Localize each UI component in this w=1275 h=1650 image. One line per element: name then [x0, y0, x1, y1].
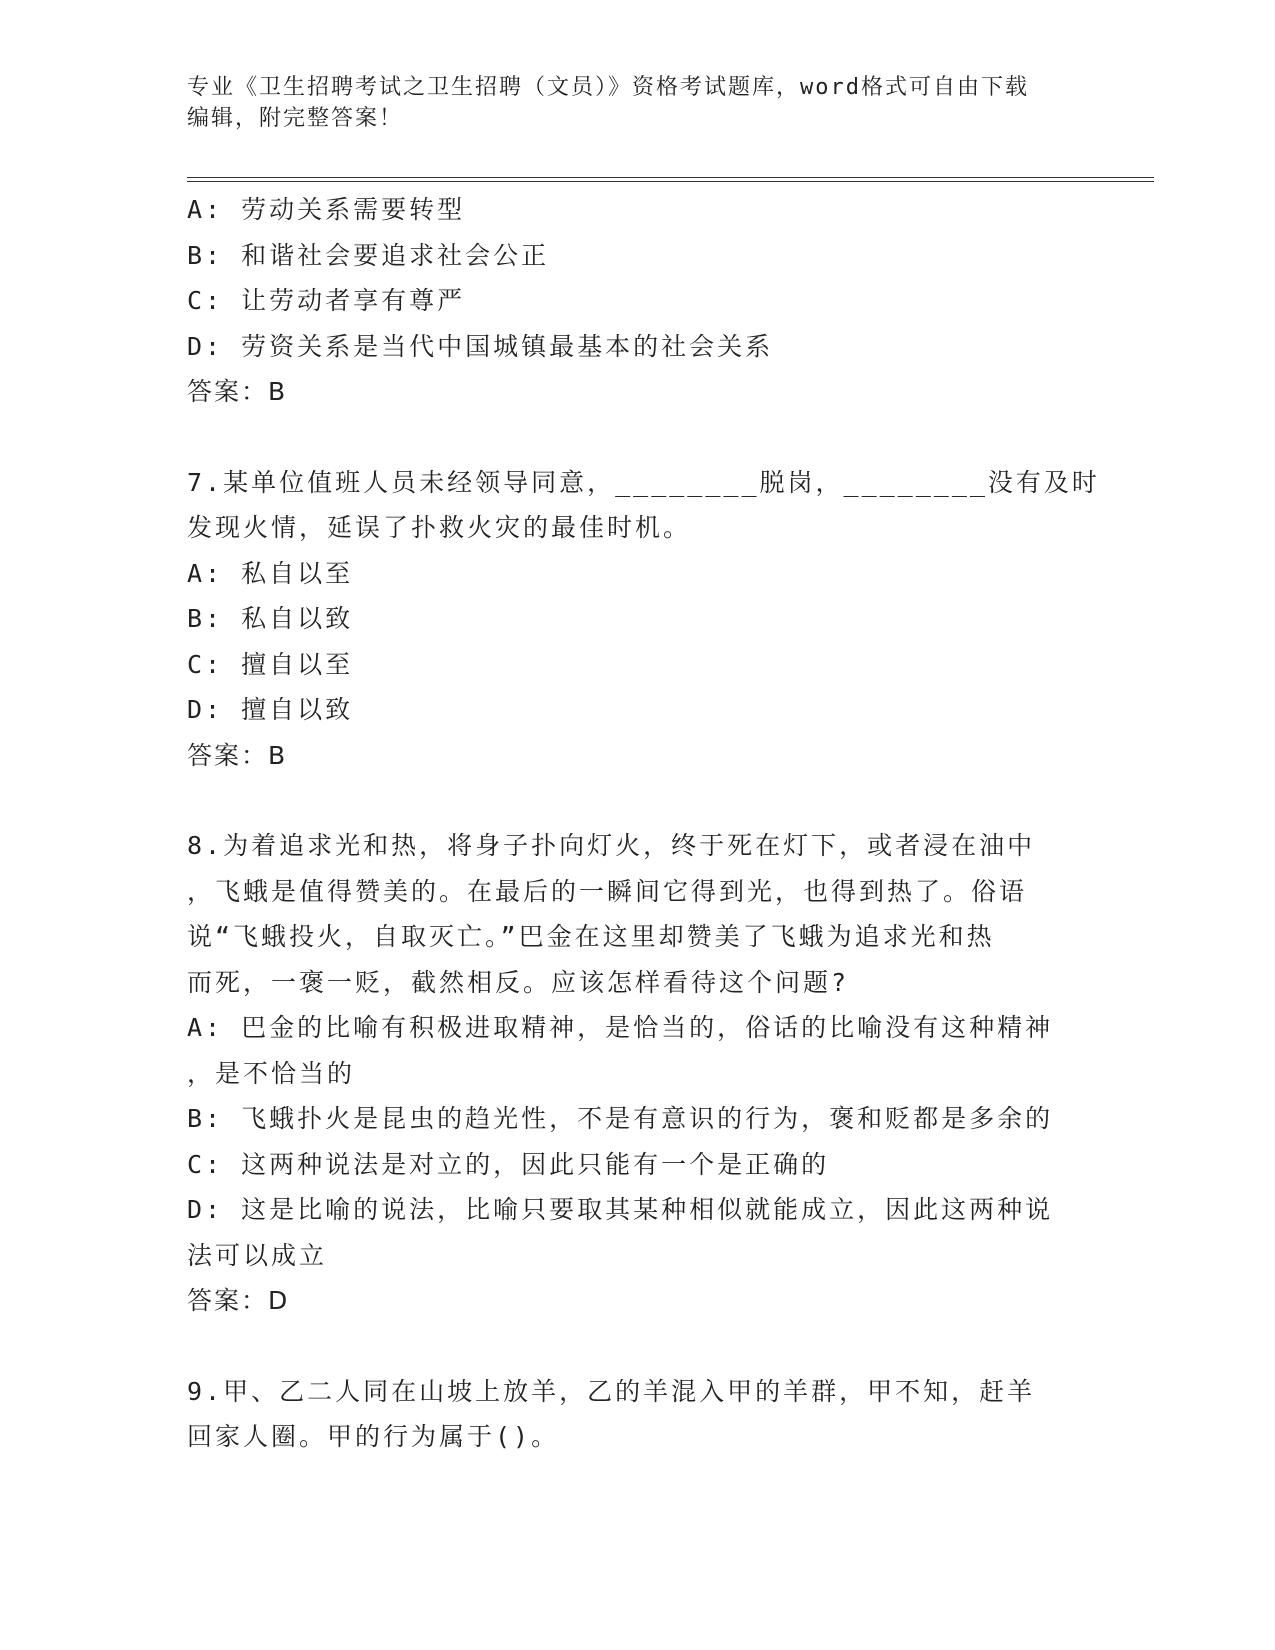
question-stem-line: ，飞蛾是值得赞美的。在最后的一瞬间它得到光，也得到热了。俗语: [187, 876, 1028, 906]
question-9: [187, 1369, 1077, 1460]
question-stem-line: 9.甲、乙二人同在山坡上放羊，乙的羊混入甲的羊群，甲不知，赶羊: [187, 1376, 1036, 1406]
header-line-2: 编辑，附完整答案！: [187, 106, 404, 131]
document-header: [187, 72, 1067, 134]
option-c: C: 让劳动者享有尊严: [187, 286, 466, 315]
answer: 答案：D: [187, 1286, 290, 1315]
question-stem-line: 回家人圈。甲的行为属于()。: [187, 1422, 560, 1451]
option-a: A: 私自以至: [187, 558, 354, 588]
option-d: D: 劳资关系是当代中国城镇最基本的社会关系: [187, 331, 774, 361]
option-b: B: 和谐社会要追求社会公正: [187, 240, 550, 270]
spacer: [187, 415, 1077, 460]
question-stem-line: 发现火情，延误了扑救火灾的最佳时机。: [187, 513, 692, 542]
question-6: [187, 187, 1077, 415]
option-d: D: 这是比喻的说法，比喻只要取其某种相似就能成立，因此这两种说: [187, 1195, 1054, 1224]
header-divider-bottom: [187, 181, 1154, 182]
option-b: B: 飞蛾扑火是昆虫的趋光性，不是有意识的行为，褒和贬都是多余的: [187, 1104, 1054, 1133]
option-a-continued: ，是不恰当的: [187, 1058, 356, 1088]
option-a: A: 劳动关系需要转型: [187, 195, 466, 224]
question-stem-line: 8.为着追求光和热，将身子扑向灯火，终于死在灯下，或者浸在油中: [187, 831, 1036, 860]
header-line-1: 专业《卫生招聘考试之卫生招聘（文员）》资格考试题库，word格式可自由下载: [187, 75, 1029, 100]
answer: 答案：B: [187, 377, 288, 406]
question-8: [187, 823, 1077, 1324]
option-d: D: 擅自以致: [187, 695, 354, 724]
option-b: B: 私自以致: [187, 604, 354, 633]
question-list: [187, 187, 1100, 1460]
spacer: [187, 1324, 1077, 1369]
question-stem-line: 7.某单位值班人员未经领导同意，________脱岗，________没有及时: [187, 467, 1100, 497]
option-a: A: 巴金的比喻有积极进取精神，是恰当的，俗话的比喻没有这种精神: [187, 1013, 1054, 1042]
option-c: C: 擅自以至: [187, 649, 354, 679]
option-d-continued: 法可以成立: [187, 1240, 328, 1270]
question-stem-line: 说“飞蛾投火，自取灭亡。”巴金在这里却赞美了飞蛾为追求光和热: [187, 922, 995, 951]
question-7: [187, 460, 1100, 779]
question-stem-line: 而死，一褒一贬，截然相反。应该怎样看待这个问题?: [187, 967, 850, 997]
answer: 答案：B: [187, 740, 288, 770]
header-divider-top: [187, 177, 1154, 178]
spacer: [187, 778, 1077, 823]
option-c: C: 这两种说法是对立的，因此只能有一个是正确的: [187, 1149, 830, 1179]
